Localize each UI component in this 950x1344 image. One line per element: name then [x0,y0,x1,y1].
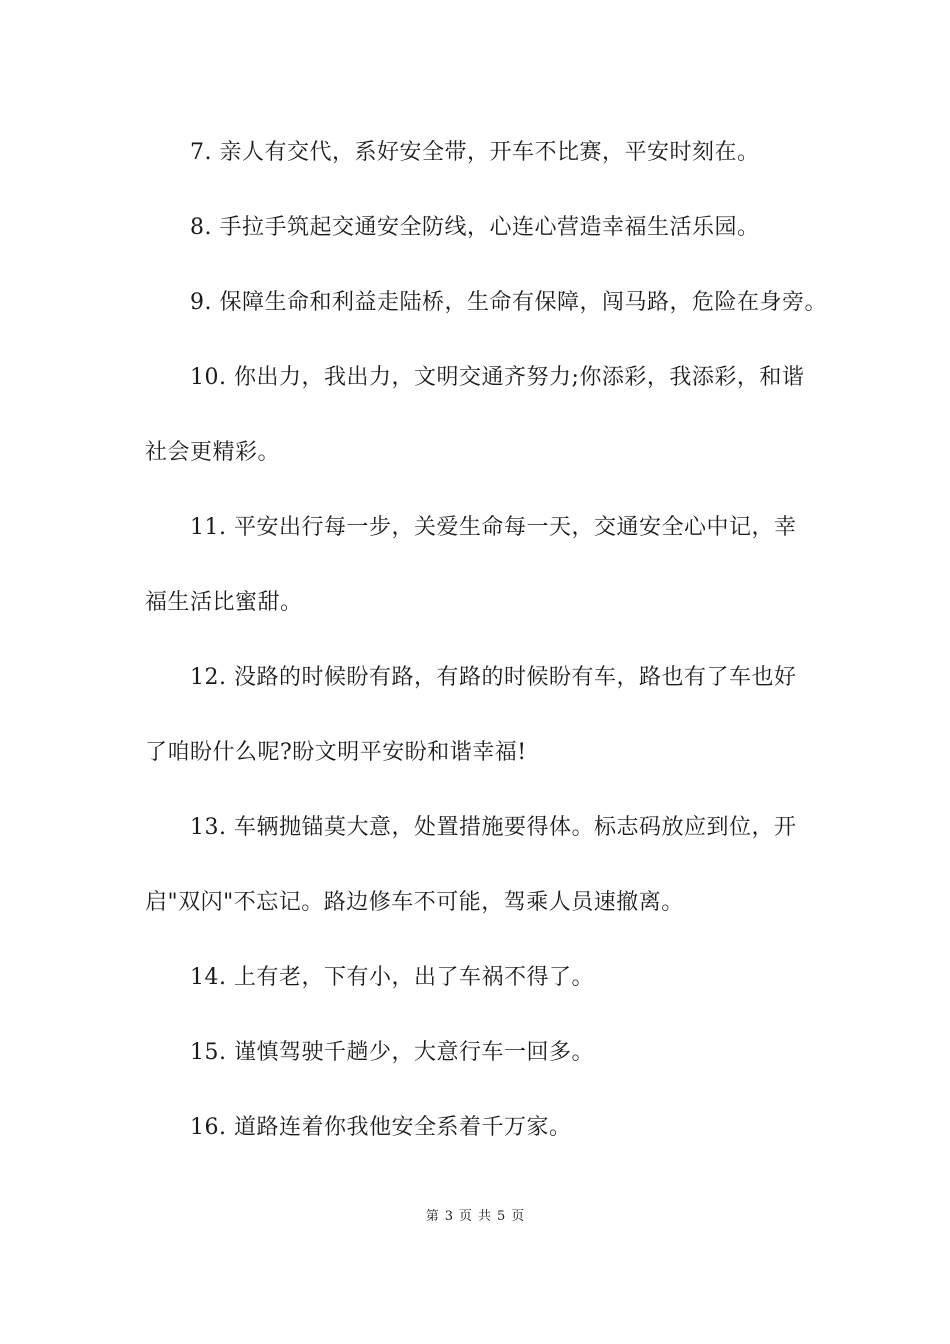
slogan-line-12-cont: 了咱盼什么呢?盼文明平安盼和谐幸福! [145,740,527,765]
footer-page-word: 页 [458,1209,472,1224]
slogan-line-8: 8. 手拉手筑起交通安全防线，心连心营造幸福生活乐园。 [190,215,760,240]
footer-prefix: 第 [425,1209,439,1224]
slogan-line-9: 9. 保障生命和利益走陆桥，生命有保障，闯马路，危险在身旁。 [190,290,827,315]
slogan-line-10-cont: 社会更精彩。 [145,440,281,465]
slogan-line-10: 10. 你出力，我出力，文明交通齐努力;你添彩，我添彩，和谐 [190,365,805,390]
slogan-line-15: 15. 谨慎驾驶千趟少，大意行车一回多。 [190,1040,594,1065]
slogan-line-13-cont: 启"双闪"不忘记。路边修车不可能，驾乘人员速撤离。 [145,890,684,915]
page-footer [0,1208,950,1226]
slogan-line-13: 13. 车辆抛锚莫大意，处置措施要得体。标志码放应到位，开 [190,815,797,840]
slogan-line-11-cont: 福生活比蜜甜。 [145,590,303,615]
slogan-line-16: 16. 道路连着你我他安全系着千万家。 [190,1115,572,1140]
slogan-line-7: 7. 亲人有交代，系好安全带，开车不比赛，平安时刻在。 [190,140,760,165]
footer-total-pages: 5 [497,1209,506,1224]
footer-current-page: 3 [444,1209,453,1224]
footer-suffix: 页 [511,1209,525,1224]
slogan-line-14: 14. 上有老，下有小，出了车祸不得了。 [190,965,594,990]
slogan-line-12: 12. 没路的时候盼有路，有路的时候盼有车，路也有了车也好 [190,665,797,690]
footer-total-word: 共 [478,1209,492,1224]
slogan-line-11: 11. 平安出行每一步，关爱生命每一天，交通安全心中记，幸 [190,515,797,540]
